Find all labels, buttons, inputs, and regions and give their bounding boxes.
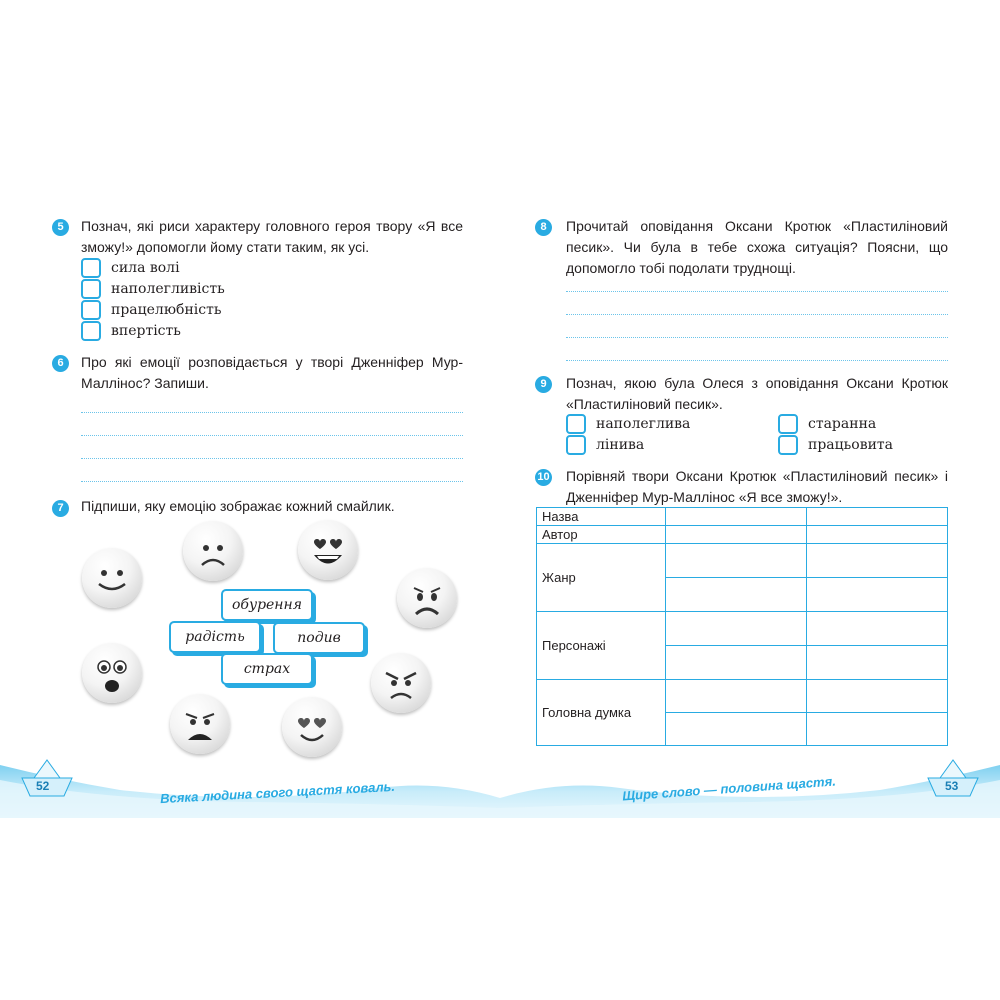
table-row (537, 612, 948, 646)
question-8-number: 8 (535, 219, 552, 236)
question-8-text: Прочитай оповідання Оксани Кротюк «Пластиліновий песик». Чи була в тебе схожа ситуація? Поясни, що допомогло тобі подолати труднощі. (566, 218, 948, 276)
row-header: Головна думка (537, 680, 666, 746)
writing-line[interactable] (81, 481, 463, 482)
writing-line[interactable] (566, 291, 948, 292)
table-row (537, 526, 948, 544)
table-row (537, 680, 948, 713)
word-card[interactable]: страх (221, 653, 313, 685)
sad-smiley-icon (183, 521, 243, 581)
option-label: сила волі (111, 260, 180, 276)
question-10-number: 10 (535, 469, 552, 486)
checkbox[interactable] (81, 321, 101, 341)
table-row (537, 544, 948, 578)
table-cell[interactable] (807, 646, 948, 680)
love-smiley-icon (282, 697, 342, 757)
option-label: старанна (808, 416, 877, 432)
table-cell[interactable] (666, 526, 807, 544)
proverb-left: Всяка людина свого щастя коваль. (159, 778, 396, 807)
writing-line[interactable] (566, 360, 948, 361)
writing-line[interactable] (81, 435, 463, 436)
checkbox[interactable] (778, 435, 798, 455)
row-header: Автор (537, 526, 666, 544)
row-header: Жанр (537, 544, 666, 612)
table-cell[interactable] (666, 680, 807, 713)
question-5-text: Познач, які риси характеру головного героя твору «Я все зможу!» допомогли йому стати таким, як усі. (81, 218, 463, 255)
table-cell[interactable] (807, 578, 948, 612)
checkbox[interactable] (81, 279, 101, 299)
scared-smiley-icon (82, 643, 142, 703)
question-7-text: Підпиши, яку емоцію зображає кожний смайлик. (81, 498, 395, 514)
word-card[interactable]: радість (169, 621, 261, 653)
table-cell[interactable] (666, 713, 807, 746)
option-label: наполеглива (596, 416, 691, 432)
checkbox[interactable] (81, 300, 101, 320)
word-card[interactable]: подив (273, 622, 365, 654)
question-5-number: 5 (52, 219, 69, 236)
table-cell[interactable] (666, 508, 807, 526)
question-9-number: 9 (535, 376, 552, 393)
writing-line[interactable] (566, 337, 948, 338)
question-6-text: Про які емоції розповідається у творі Дженніфер Мур-Маллінос? Запиши. (81, 354, 463, 391)
table-cell[interactable] (666, 646, 807, 680)
option-label: наполегливість (111, 281, 225, 297)
checkbox[interactable] (81, 258, 101, 278)
writing-line[interactable] (81, 458, 463, 459)
option-label: впертість (111, 323, 181, 339)
table-cell[interactable] (807, 526, 948, 544)
checkbox[interactable] (778, 414, 798, 434)
question-10-text: Порівняй твори Оксани Кротюк «Пластиліновий песик» і Дженніфер Мур-Маллінос «Я все зможу!». (566, 468, 948, 505)
table-cell[interactable] (807, 508, 948, 526)
comparison-table (536, 507, 948, 746)
table-cell[interactable] (807, 612, 948, 646)
page-number-left: 52 (36, 779, 50, 793)
option-label: лінива (596, 437, 645, 453)
question-9-text: Познач, якою була Олеся з оповідання Оксани Кротюк «Пластиліновий песик». (566, 375, 948, 412)
disappointed-smiley-icon (397, 568, 457, 628)
table-cell[interactable] (666, 544, 807, 578)
table-cell[interactable] (666, 612, 807, 646)
proverb-right: Щире слово — половина щастя. (621, 773, 837, 804)
frown-smiley-icon (170, 694, 230, 754)
table-row (537, 508, 948, 526)
word-card[interactable]: обурення (221, 589, 313, 621)
question-7-number: 7 (52, 500, 69, 517)
row-header: Назва (537, 508, 666, 526)
option-label: працьовита (808, 437, 893, 453)
table-cell[interactable] (807, 713, 948, 746)
writing-line[interactable] (81, 412, 463, 413)
angry-smiley-icon (371, 653, 431, 713)
writing-line[interactable] (566, 314, 948, 315)
checkbox[interactable] (566, 435, 586, 455)
footer-wave-decoration (0, 750, 1000, 820)
page-number-right: 53 (945, 779, 959, 793)
row-header: Персонажі (537, 612, 666, 680)
table-cell[interactable] (807, 680, 948, 713)
table-cell[interactable] (666, 578, 807, 612)
option-label: працелюбність (111, 302, 222, 318)
happy-smiley-icon (82, 548, 142, 608)
table-cell[interactable] (807, 544, 948, 578)
question-6-number: 6 (52, 355, 69, 372)
checkbox[interactable] (566, 414, 586, 434)
heart-eyes-smiley-icon (298, 520, 358, 580)
